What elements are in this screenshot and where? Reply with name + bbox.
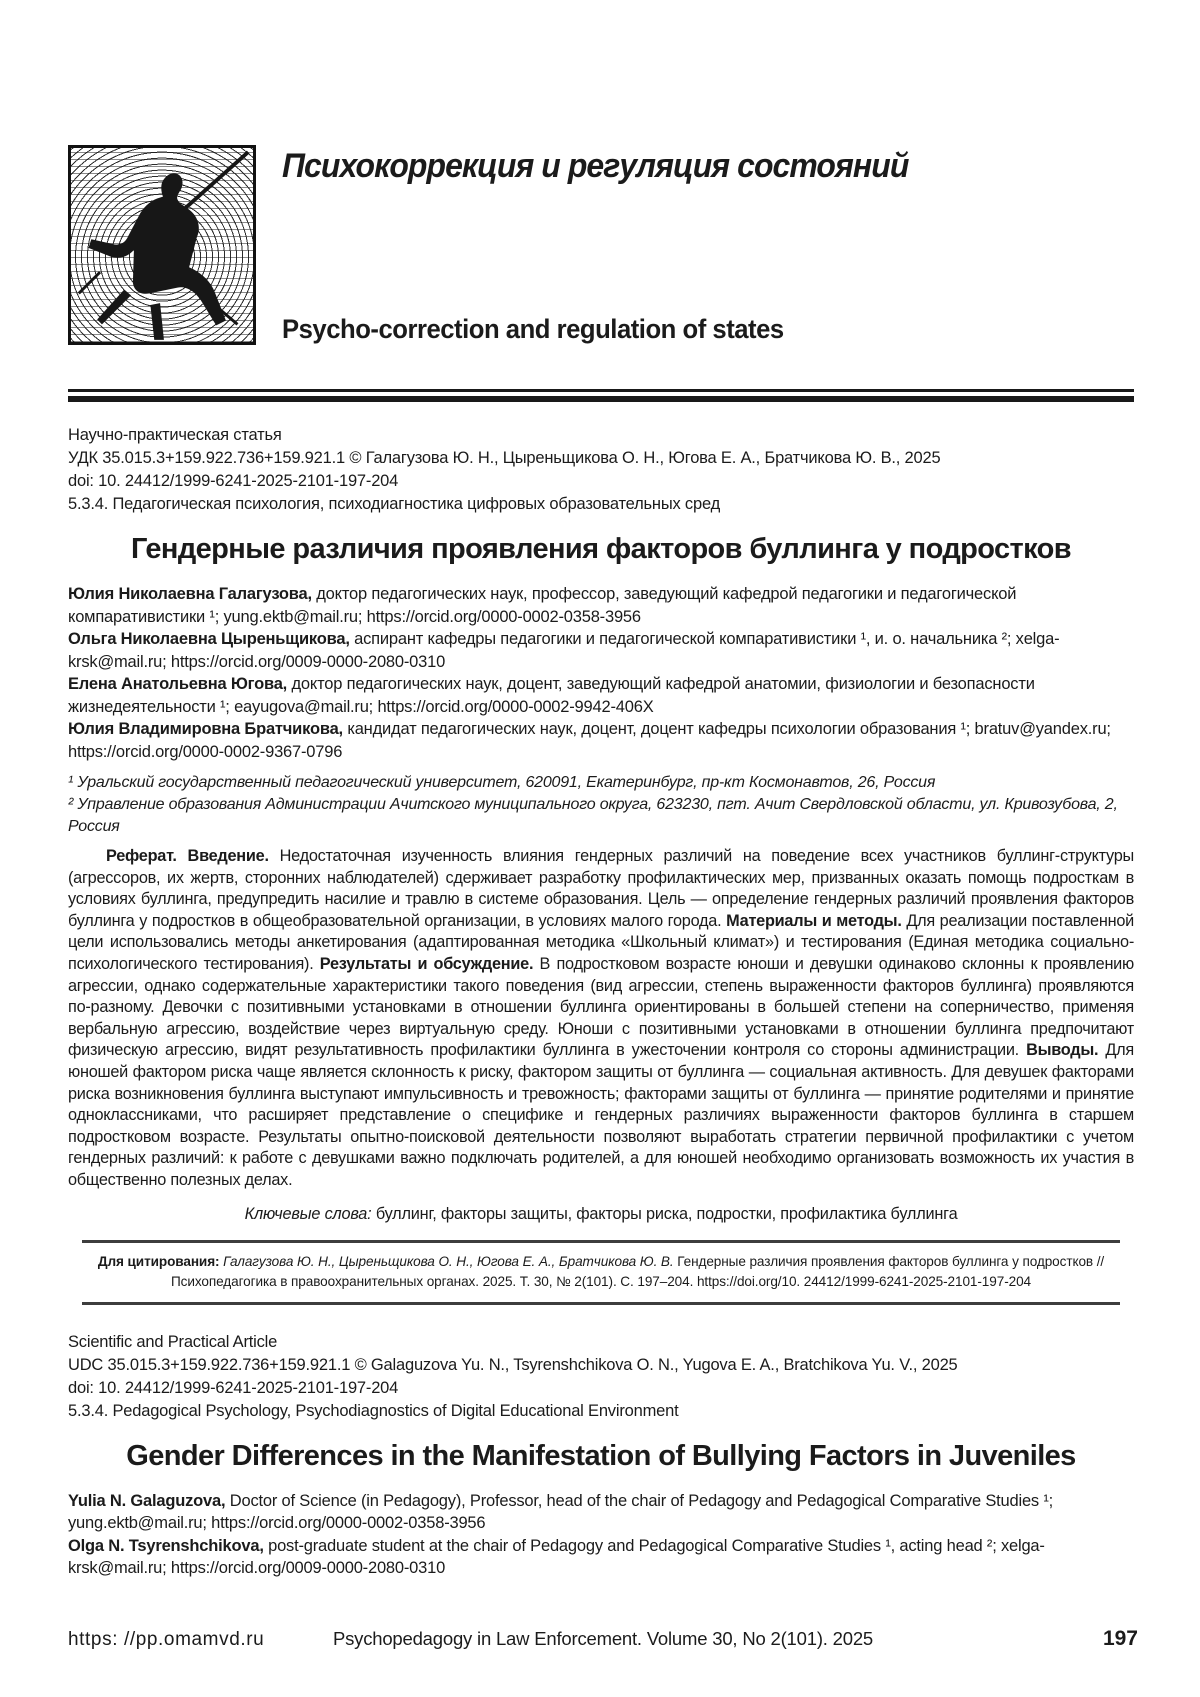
author-ru-3 (68, 675, 1035, 716)
section-line-ru: 5.3.4. Педагогическая психология, психодиагностика цифровых образовательных сред (68, 495, 720, 513)
authors-block-ru (68, 583, 1134, 763)
author-ru-1 (68, 585, 1016, 626)
author-info: доктор педагогических наук, профессор, заведующий кафедрой педагогики и педагогической компаративистики ¹; yung.ektb@mail.ru; https://orcid.org/0000-0002-0358-3956 (68, 585, 1017, 626)
abstract-text: Недостаточная изученность влияния гендерных различий на поведение всех участников буллинг-структуры (агрессоров, их жертв, сторонних наблюдателей) сдерживает разработку профилактических мер, призванных оказать помощь подросткам в условиях буллинга, предупредить насилие и травлю в системе образования. Цель — определение гендерных различий проявления факторов буллинга у подростков в общеобразовательной организации, в условиях малого города. (68, 847, 1134, 930)
author-info: кандидат педагогических наук, доцент, доцент кафедры психологии образования ¹; bratuv@yandex.ru; https://orcid.org/0000-0002-9367-0796 (68, 720, 1111, 761)
author-info: доктор педагогических наук, доцент, заведующий кафедрой анатомии, физиологии и безопасности жизнедеятельности ¹; eayugova@mail.ru; https://orcid.org/0000-0002-9942-406X (68, 675, 1035, 716)
article-title-ru: Гендерные различия проявления факторов буллинга у подростков (131, 533, 1071, 565)
author-info: аспирант кафедры педагогики и педагогической компаративистики ¹, и. о. начальника ²; xelga-krsk@mail.ru; https://orcid.org/0009-0000-2080-0310 (68, 630, 1060, 671)
page-number: 197 (1102, 1627, 1138, 1650)
author-name: Елена Анатольевна Югова, (68, 675, 288, 693)
journal-title-ru: Психокоррекция и регуляция состояний (282, 147, 909, 185)
meta-block-ru (68, 424, 1134, 516)
footer-journal-line: Psychopedagogy in Law Enforcement. Volume 30, No 2(101). 2025 (332, 1628, 874, 1649)
authors-block-en (68, 1490, 1134, 1580)
udc-line-ru: УДК 35.015.3+159.922.736+159.921.1 © Галагузова Ю. Н., Цыреньщикова О. Н., Югова Е. А., Братчикова Ю. В., 2025 (68, 449, 941, 467)
author-ru-2 (68, 630, 1059, 671)
journal-logo-image (68, 145, 256, 345)
doi-line-ru: doi: 10. 24412/1999-6241-2025-2101-197-204 (68, 472, 399, 490)
keywords-line (68, 1205, 1134, 1224)
meta-block-en (68, 1331, 1134, 1423)
author-en-1 (68, 1492, 1053, 1533)
author-en-2 (68, 1537, 1045, 1578)
citation-block (82, 1240, 1120, 1305)
article-type-ru: Научно-практическая статья (68, 426, 282, 444)
abstract-text: В подростковом возрасте юноши и девушки одинаково склонны к проявлению агрессии, однако содержательные характеристики такого поведения (вид агрессии, степень выраженности факторов буллинга) проявляются по-разному. Девочки с позитивными установками в отношении буллинга ориентированы в большей степени на соперничество, применяя вербальную агрессию, воздействие через виртуальную среду. Юноши с позитивными установками в отношении буллинга предпочитают физическую агрессию, видят результативность профилактики буллинга в ужесточении контроля со стороны администрации. (68, 954, 1134, 1060)
journal-site-url: https: //pp.omamvd.ru (68, 1629, 265, 1650)
author-name: Юлия Николаевна Галагузова, (68, 585, 312, 603)
author-info: Doctor of Science (in Pedagogy), Professor, head of the chair of Pedagogy and Pedagogical Comparative Studies ¹; yung.ektb@mail.ru; https://orcid.org/0000-0002-0358-3956 (68, 1491, 1054, 1532)
keywords-label: Ключевые слова: (244, 1204, 372, 1223)
affiliation-2: ² Управление образования Администрации Ачитского муниципального округа, 623230, пгт. Ачит Свердловской области, ул. Кривозубова, 2, Россия (68, 796, 1118, 835)
author-name: Olga N. Tsyrenshchikova, (68, 1536, 264, 1555)
journal-header (68, 145, 1134, 345)
author-info: post-graduate student at the chair of Pedagogy and Pedagogical Comparative Studies ¹, acting head ²; xelga-krsk@mail.ru; https://orcid.org/0009-0000-2080-0310 (68, 1536, 1045, 1577)
abstract-text: Для юношей фактором риска чаще является склонность к риску, фактором защиты от буллинга — социальная активность. Для девушек факторами риска возникновения буллинга выступают импульсивность и тревожность; факторами защиты от буллинга — принятие родителями и принятие одноклассниками, что расширяет представление о специфике и гендерных различиях выраженности факторов буллинга в старшем подростковом возрасте. Результаты опытно-поисковой деятельности позволяют выработать стратегии первичной профилактики с учетом гендерных различий: к работе с девушками важно подключать родителей, а для юношей необходимо организовать возможность их участия в общественно полезных делах. (68, 1041, 1134, 1189)
author-name: Ольга Николаевна Цыреньщикова, (68, 630, 350, 648)
page-footer (68, 1627, 1138, 1651)
journal-titles (282, 145, 1134, 345)
citation-text: Гендерные различия проявления факторов буллинга у подростков // Психопедагогика в правоохранительных органах. 2025. Т. 30, № 2(101). С. 197–204. https://doi.org/10. 24412/1999-6241-2025-2101-197-204 (171, 1253, 1105, 1289)
affiliations-block (68, 772, 1134, 838)
article-type-en: Scientific and Practical Article (68, 1332, 278, 1351)
abstract-subheading-conclusions: Выводы. (1026, 1041, 1099, 1060)
abstract-text: Для реализации поставленной цели использовались методы анкетирования (адаптированная методика «Школьный климат») и тестирования (Единая методика социально-психологического тестирования). (68, 911, 1134, 973)
abstract-paragraph (68, 846, 1134, 1192)
article-title-en: Gender Differences in the Manifestation of Bullying Factors in Juveniles (126, 1439, 1076, 1472)
section-line-en: 5.3.4. Pedagogical Psychology, Psychodiagnostics of Digital Educational Environment (68, 1401, 679, 1420)
op-art-figure-icon (71, 148, 253, 342)
keywords-text: буллинг, факторы защиты, факторы риска, подростки, профилактика буллинга (371, 1204, 958, 1223)
author-name: Юлия Владимировна Братчикова, (68, 720, 343, 738)
abstract-heading: Реферат. Введение. (106, 847, 269, 865)
citation-label: Для цитирования: (97, 1253, 220, 1269)
affiliation-1: ¹ Уральский государственный педагогический университет, 620091, Екатеринбург, пр-кт Космонавтов, 26, Россия (68, 774, 936, 791)
author-ru-4 (68, 720, 1111, 761)
author-name: Yulia N. Galaguzova, (68, 1491, 226, 1510)
citation-authors: Галагузова Ю. Н., Цыреньщикова О. Н., Югова Е. А., Братчикова Ю. В. (219, 1253, 674, 1269)
udc-line-en: UDC 35.015.3+159.922.736+159.921.1 © Galaguzova Yu. N., Tsyrenshchikova O. N., Yugova E. A., Bratchikova Yu. V., 2025 (68, 1355, 958, 1374)
abstract-subheading-methods: Материалы и методы. (726, 911, 902, 930)
journal-title-en: Psycho-correction and regulation of states (282, 314, 784, 344)
doi-line-en: doi: 10. 24412/1999-6241-2025-2101-197-204 (68, 1378, 399, 1397)
double-rule (68, 389, 1134, 402)
abstract-subheading-results: Результаты и обсуждение. (319, 954, 534, 973)
